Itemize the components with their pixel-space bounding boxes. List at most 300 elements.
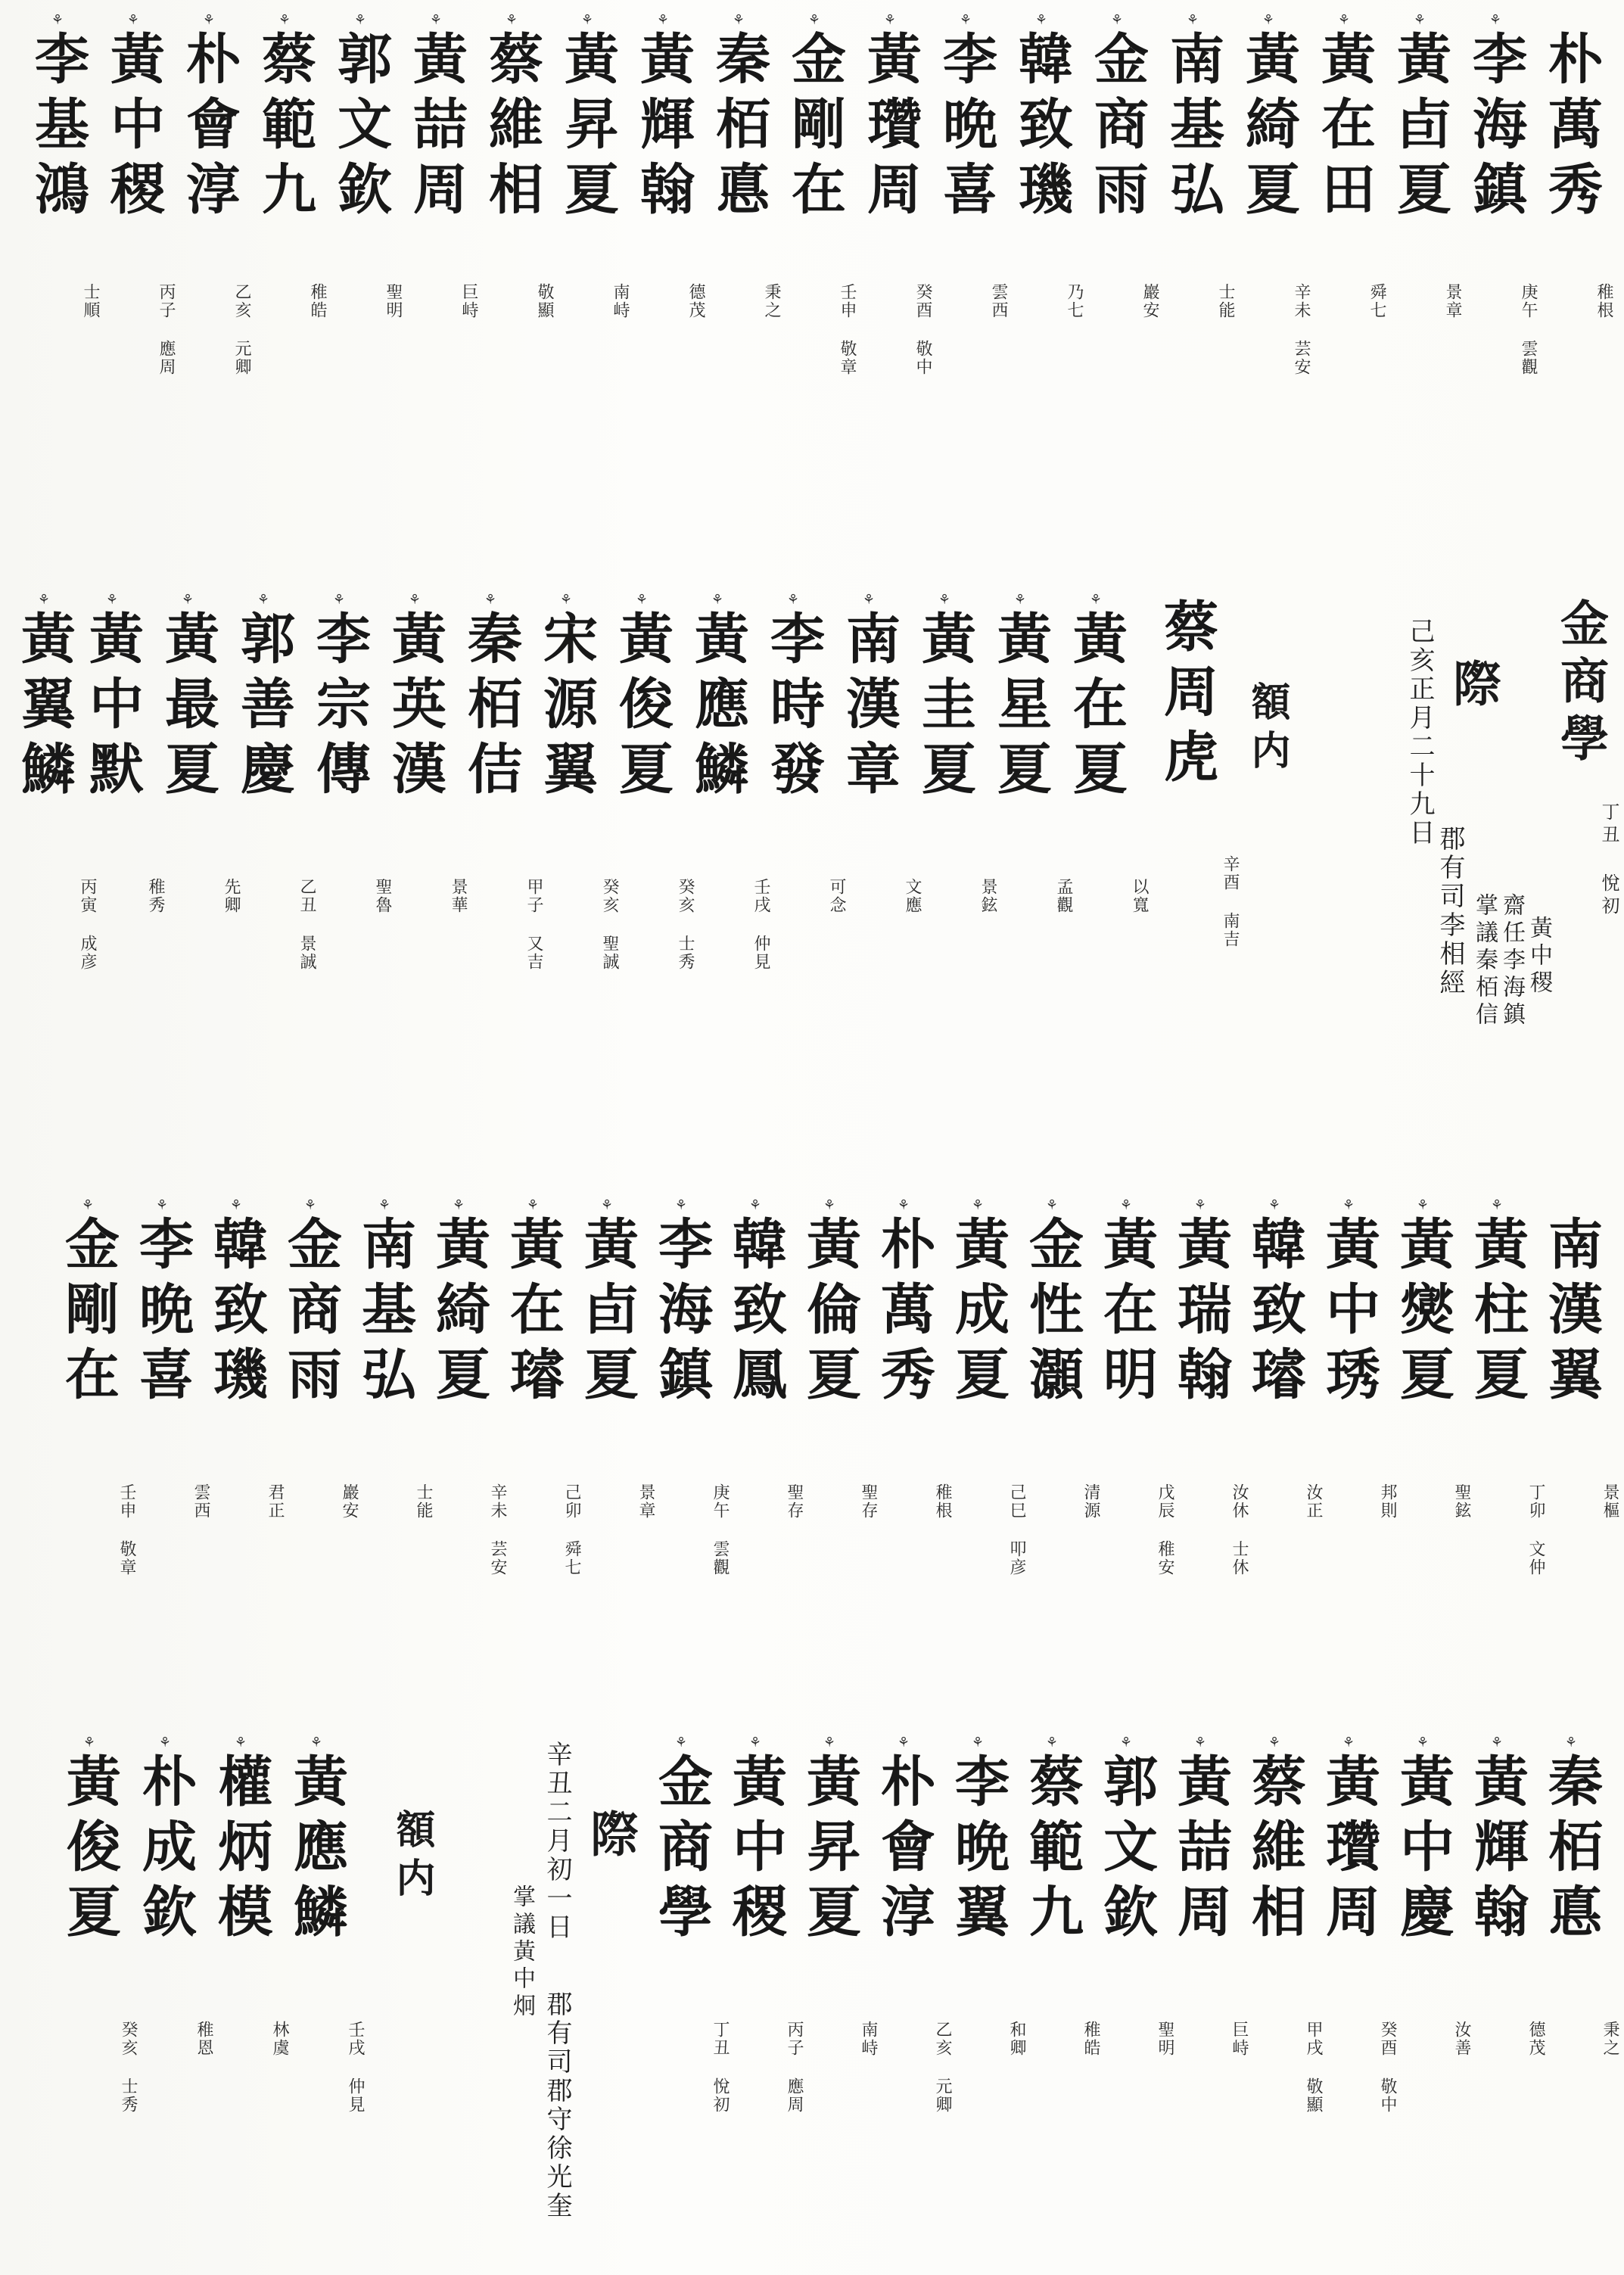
circle-mark-icon: ⚘ <box>711 592 724 608</box>
circle-mark-icon: ⚘ <box>303 1197 317 1213</box>
entry-note: 巖安 <box>340 1483 359 1520</box>
entry-note: 丙子 應周 <box>157 283 176 376</box>
list-item <box>1535 11 1607 226</box>
record-date: 己亥正月二十九日 <box>1405 618 1435 848</box>
record-date: 辛丑二月初一日 <box>542 1741 572 1942</box>
circle-mark-icon: ⚘ <box>1034 12 1048 28</box>
circle-mark-icon: ⚘ <box>505 12 518 28</box>
entry-note: 君正 <box>266 1483 285 1520</box>
entry-name: 朴萬秀 <box>1539 30 1604 226</box>
circle-mark-icon: ⚘ <box>748 1197 762 1213</box>
list-item <box>1090 1733 1162 1948</box>
entry-note: 清源 <box>1081 1483 1100 1520</box>
entry-name: 李晩喜 <box>130 1215 194 1411</box>
entry-note: 乃七 <box>1065 283 1084 319</box>
list-item <box>719 1196 792 1411</box>
list-item <box>757 590 829 805</box>
entry-note: 癸酉 敬中 <box>1378 2021 1397 2114</box>
list-item <box>605 590 678 805</box>
entry-name: 李海鎮 <box>649 1215 714 1411</box>
circle-mark-icon: ⚘ <box>1119 1735 1133 1751</box>
list-item <box>200 1196 272 1411</box>
entry-note: 丙子 應周 <box>785 2021 804 2114</box>
entry-note: 癸亥 士秀 <box>119 2021 138 2114</box>
entry-name: 李海鎮 <box>1464 30 1528 226</box>
list-item <box>1308 11 1380 226</box>
list-item <box>929 11 1002 226</box>
entry-name: 朴會淳 <box>872 1753 936 1948</box>
list-item <box>1238 1733 1311 1948</box>
circle-mark-icon: ⚘ <box>82 1735 96 1751</box>
record-line: 齋任李海鎮 <box>1498 893 1525 1029</box>
entry-note: 聖存 <box>785 1483 804 1520</box>
entry-name: 秦栢悳 <box>707 30 771 226</box>
entry-note: 戊辰 稚安 <box>1156 1483 1174 1576</box>
entry-note: 稚根 <box>1594 283 1613 319</box>
list-item <box>1232 11 1305 226</box>
entry-name: 蔡周虎 <box>1155 598 1219 793</box>
entry-name: 黃輝翰 <box>631 30 695 226</box>
circle-mark-icon: ⚘ <box>1489 12 1502 28</box>
entry-note: 稚恩 <box>194 2021 213 2057</box>
circle-mark-icon: ⚘ <box>126 12 140 28</box>
entry-note: 聖鉉 <box>1452 1483 1471 1520</box>
circle-mark-icon: ⚘ <box>823 1197 836 1213</box>
circle-mark-icon: ⚘ <box>897 1735 910 1751</box>
entry-note: 聖明 <box>384 283 403 319</box>
circle-mark-icon: ⚘ <box>732 12 745 28</box>
entry-note: 辛未 芸安 <box>488 1483 507 1576</box>
circle-mark-icon: ⚘ <box>202 12 216 28</box>
entry-name: 黃中琇 <box>1317 1215 1381 1411</box>
list-item <box>378 590 451 805</box>
entry-name: 秦栢悳 <box>1539 1753 1604 1948</box>
list-item <box>475 11 548 226</box>
entry-name: 朴萬秀 <box>872 1215 936 1411</box>
circle-mark-icon: ⚘ <box>1110 12 1124 28</box>
circle-mark-icon: ⚘ <box>1342 1735 1355 1751</box>
list-item <box>984 590 1056 805</box>
entry-name: 蔡維相 <box>480 30 544 226</box>
list-item <box>793 1733 866 1948</box>
circle-mark-icon: ⚘ <box>278 12 291 28</box>
entry-note: 和卿 <box>1007 2021 1026 2057</box>
list-item <box>571 1196 643 1411</box>
entry-note: 景鉉 <box>978 878 997 914</box>
entry-note: 丙寅 成彦 <box>78 878 97 971</box>
inner-section-title: 額内 <box>389 1809 435 1906</box>
list-item <box>867 1196 940 1411</box>
entry-note: 林虞 <box>270 2021 289 2057</box>
entry-name: 金商雨 <box>1085 30 1150 226</box>
entry-name: 蔡維相 <box>1243 1753 1307 1948</box>
entry-name: 南漢章 <box>837 610 901 805</box>
section-title: 金商學 <box>1552 598 1609 770</box>
entry-name: 黃星夏 <box>988 610 1053 805</box>
list-item <box>551 11 624 226</box>
circle-mark-icon: ⚘ <box>897 1197 910 1213</box>
circle-mark-icon: ⚘ <box>786 592 800 608</box>
entry-note: 文應 <box>903 878 922 914</box>
entry-name: 黃在璿 <box>501 1215 565 1411</box>
list-item <box>1081 11 1153 226</box>
list-item <box>422 1196 495 1411</box>
circle-mark-icon: ⚘ <box>1416 1735 1430 1751</box>
entry-name: 朴成欽 <box>133 1753 198 1948</box>
entry-note: 秉之 <box>762 283 781 319</box>
list-item <box>1059 590 1132 805</box>
entry-name: 朴會淳 <box>177 30 241 226</box>
circle-mark-icon: ⚘ <box>656 12 670 28</box>
entry-name: 韓致璿 <box>1243 1215 1307 1411</box>
entry-note: 士能 <box>414 1483 433 1520</box>
circle-mark-icon: ⚘ <box>37 592 51 608</box>
entry-note: 癸亥 士秀 <box>676 878 695 971</box>
entry-note: 聖魯 <box>373 878 392 914</box>
list-item <box>204 1733 277 1948</box>
inner-section-title: 額内 <box>1244 681 1290 778</box>
list-item <box>908 590 981 805</box>
list-item <box>496 1196 569 1411</box>
circle-mark-icon: ⚘ <box>234 1735 247 1751</box>
entry-note: 南峙 <box>859 2021 878 2057</box>
entry-name: 南漢翼 <box>1539 1215 1604 1411</box>
circle-mark-icon: ⚘ <box>971 1735 985 1751</box>
entry-name: 黃中默 <box>80 610 145 805</box>
list-item <box>1535 1196 1607 1411</box>
list-item <box>280 1733 353 1948</box>
list-item <box>1016 1733 1088 1948</box>
entry-name: 金剛在 <box>56 1215 120 1411</box>
entry-note: 癸酉 敬中 <box>913 283 932 376</box>
entry-name: 李晩翼 <box>946 1753 1010 1948</box>
section-label: 際 <box>1445 658 1501 716</box>
entry-name: 韓致鳳 <box>723 1215 788 1411</box>
list-item <box>1005 11 1078 226</box>
entry-name: 黃喆周 <box>1168 1753 1233 1948</box>
circle-mark-icon: ⚘ <box>674 1735 688 1751</box>
entry-name: 權炳模 <box>209 1753 273 1948</box>
list-item <box>51 1196 124 1411</box>
entry-note: 南峙 <box>611 283 630 319</box>
circle-mark-icon: ⚘ <box>823 1735 836 1751</box>
entry-name: 黃卣夏 <box>1388 30 1452 226</box>
record-line: 掌議秦栢信 <box>1471 893 1498 1029</box>
circle-mark-icon: ⚘ <box>938 592 951 608</box>
entry-name: 李基鴻 <box>26 30 90 226</box>
circle-mark-icon: ⚘ <box>1268 1735 1281 1751</box>
circle-mark-icon: ⚘ <box>807 12 821 28</box>
list-item <box>76 590 148 805</box>
list-item <box>1164 1196 1237 1411</box>
circle-mark-icon: ⚘ <box>408 592 422 608</box>
entry-name: 郭文欽 <box>328 30 393 226</box>
list-item <box>867 1733 940 1948</box>
circle-mark-icon: ⚘ <box>883 12 897 28</box>
entry-name: 韓致璣 <box>1010 30 1074 226</box>
entry-note: 以寬 <box>1130 878 1149 914</box>
entry-name: 黃瑞翰 <box>1168 1215 1233 1411</box>
entry-name: 金商學 <box>649 1753 714 1948</box>
circle-mark-icon: ⚘ <box>378 1197 391 1213</box>
circle-mark-icon: ⚘ <box>1045 1735 1059 1751</box>
entry-note: 汝正 <box>1304 1483 1323 1520</box>
circle-mark-icon: ⚘ <box>1416 1197 1430 1213</box>
list-item <box>303 590 375 805</box>
circle-mark-icon: ⚘ <box>1564 1735 1578 1751</box>
list-item <box>627 11 699 226</box>
circle-mark-icon: ⚘ <box>1342 1197 1355 1213</box>
list-item <box>1150 598 1223 793</box>
entry-note: 巨峙 <box>1230 2021 1249 2057</box>
circle-mark-icon: ⚘ <box>332 592 346 608</box>
circle-mark-icon: ⚘ <box>1089 592 1103 608</box>
list-item <box>832 590 905 805</box>
entry-note: 景華 <box>449 878 468 914</box>
entry-name: 蔡範九 <box>253 30 317 226</box>
circle-mark-icon: ⚘ <box>484 592 497 608</box>
list-item <box>778 11 851 226</box>
entry-note: 景章 <box>1443 283 1462 319</box>
section-label: 際 <box>582 1809 639 1866</box>
entry-note: 邦則 <box>1378 1483 1397 1520</box>
entry-name: 黃在夏 <box>1064 610 1128 805</box>
record-line: 掌議黃中炯 <box>509 1884 535 2021</box>
entry-note: 壬申 敬章 <box>838 283 857 376</box>
list-item <box>400 11 472 226</box>
circle-mark-icon: ⚘ <box>1413 12 1426 28</box>
circle-mark-icon: ⚘ <box>959 12 972 28</box>
entry-note: 庚午 雲觀 <box>1519 283 1538 376</box>
list-item <box>348 1196 421 1411</box>
list-item <box>1461 1196 1533 1411</box>
entry-name: 秦栢佶 <box>459 610 523 805</box>
circle-mark-icon: ⚘ <box>580 12 594 28</box>
entry-note: 敬顯 <box>535 283 554 319</box>
entry-note: 庚午 雲觀 <box>711 1483 730 1576</box>
list-item <box>941 1196 1014 1411</box>
entry-name: 黃爕夏 <box>1391 1215 1455 1411</box>
entry-name: 李宗傳 <box>307 610 372 805</box>
entry-name: 李晩喜 <box>934 30 998 226</box>
entry-name: 金剛在 <box>782 30 847 226</box>
entry-name: 黃成夏 <box>946 1215 1010 1411</box>
entry-note: 壬申 敬章 <box>117 1483 136 1576</box>
entry-note: 汝休 士休 <box>1230 1483 1249 1576</box>
circle-mark-icon: ⚘ <box>559 592 573 608</box>
list-item <box>8 590 80 805</box>
entry-name: 宋源翼 <box>534 610 599 805</box>
entry-note: 乙丑 景誠 <box>297 878 316 971</box>
circle-mark-icon: ⚘ <box>971 1197 985 1213</box>
list-item <box>1461 1733 1533 1948</box>
list-item <box>719 1733 792 1948</box>
list-item <box>97 11 170 226</box>
entry-note: 甲戌 敬顯 <box>1304 2021 1323 2114</box>
list-item <box>227 590 300 805</box>
entry-name: 黃輝翰 <box>1465 1753 1529 1948</box>
entry-note: 巖安 <box>1140 283 1159 319</box>
record-line: 黃中稷 <box>1526 916 1552 997</box>
entry-name: 黃在田 <box>1312 30 1377 226</box>
circle-mark-icon: ⚘ <box>1045 1197 1059 1213</box>
list-item <box>1016 1196 1088 1411</box>
entry-name: 黃喆周 <box>404 30 468 226</box>
circle-mark-icon: ⚘ <box>674 1197 688 1213</box>
entry-name: 黃在明 <box>1094 1215 1159 1411</box>
list-item <box>645 1196 717 1411</box>
entry-note: 舜七 <box>1367 283 1386 319</box>
circle-mark-icon: ⚘ <box>1119 1197 1133 1213</box>
entry-name: 南基弘 <box>353 1215 417 1411</box>
circle-mark-icon: ⚘ <box>229 1197 243 1213</box>
list-item <box>248 11 321 226</box>
circle-mark-icon: ⚘ <box>1268 1197 1281 1213</box>
circle-mark-icon: ⚘ <box>452 1197 465 1213</box>
entry-name: 黃中稷 <box>101 30 166 226</box>
entry-name: 黃綺夏 <box>1237 30 1301 226</box>
circle-mark-icon: ⚘ <box>105 592 119 608</box>
entry-name: 黃倫夏 <box>798 1215 862 1411</box>
entry-note: 景章 <box>636 1483 655 1520</box>
circle-mark-icon: ⚘ <box>257 592 270 608</box>
list-item <box>324 11 397 226</box>
circle-mark-icon: ⚘ <box>635 592 649 608</box>
entry-name: 黃綺夏 <box>427 1215 491 1411</box>
entry-name: 黃最夏 <box>156 610 220 805</box>
record-official: 郡有司郡守徐光奎 <box>542 1990 572 2221</box>
entry-note: 丁卯 文仲 <box>1526 1483 1545 1576</box>
list-item <box>1090 1196 1162 1411</box>
entry-name: 黃中稷 <box>723 1753 788 1948</box>
entry-note: 秉之 <box>1601 2021 1619 2057</box>
circle-mark-icon: ⚘ <box>353 12 367 28</box>
entry-note: 士能 <box>1216 283 1235 319</box>
entry-name: 黃卣夏 <box>575 1215 639 1411</box>
entry-name: 蔡範九 <box>1020 1753 1084 1948</box>
entry-note: 聖存 <box>859 1483 878 1520</box>
entry-note: 己巳 叩彦 <box>1007 1483 1026 1576</box>
circle-mark-icon: ⚘ <box>181 592 194 608</box>
entry-note: 己卯 舜七 <box>562 1483 581 1576</box>
entry-note: 聖明 <box>1156 2021 1174 2057</box>
list-item <box>274 1196 347 1411</box>
entry-note: 雲西 <box>191 1483 210 1520</box>
list-item <box>1238 1196 1311 1411</box>
entry-note: 辛未 芸安 <box>1292 283 1311 376</box>
entry-name: 黃應鱗 <box>285 1753 349 1948</box>
entry-note: 德茂 <box>686 283 705 319</box>
circle-mark-icon: ⚘ <box>310 1735 323 1751</box>
entry-name: 韓致璣 <box>204 1215 269 1411</box>
entry-note: 乙亥 元卿 <box>232 283 251 376</box>
list-item <box>53 1733 126 1948</box>
entry-note: 德茂 <box>1526 2021 1545 2057</box>
entry-name: 黃昇夏 <box>555 30 620 226</box>
entry-note: 稚皓 <box>308 283 327 319</box>
circle-mark-icon: ⚘ <box>1193 1735 1207 1751</box>
entry-name: 黃昇夏 <box>798 1753 862 1948</box>
entry-name: 郭善慶 <box>232 610 296 805</box>
list-item <box>1535 1733 1607 1948</box>
circle-mark-icon: ⚘ <box>1262 12 1275 28</box>
entry-name: 黃應鱗 <box>686 610 750 805</box>
circle-mark-icon: ⚘ <box>748 1735 762 1751</box>
entry-name: 金性灝 <box>1020 1215 1084 1411</box>
list-item <box>530 590 602 805</box>
list-item <box>129 1733 201 1948</box>
entry-note: 孟觀 <box>1054 878 1073 914</box>
list-item <box>854 11 926 226</box>
entry-note: 稚皓 <box>1081 2021 1100 2057</box>
entry-note: 汝善 <box>1452 2021 1471 2057</box>
circle-mark-icon: ⚘ <box>158 1735 172 1751</box>
list-item <box>793 1196 866 1411</box>
entry-name: 黃柱夏 <box>1465 1215 1529 1411</box>
entry-name: 黃瓚周 <box>858 30 922 226</box>
entry-name: 黃俊夏 <box>610 610 674 805</box>
circle-mark-icon: ⚘ <box>1337 12 1351 28</box>
record-official: 郡有司李相經 <box>1435 825 1465 997</box>
entry-note: 辛酉 南吉 <box>1221 855 1240 948</box>
section-title-note: 丁丑 悅初 <box>1598 802 1619 919</box>
entry-note: 先卿 <box>222 878 241 914</box>
list-item <box>1383 11 1456 226</box>
entry-note: 稚根 <box>933 1483 952 1520</box>
list-item <box>151 590 224 805</box>
entry-name: 金商雨 <box>278 1215 343 1411</box>
entry-name: 黃翼鱗 <box>12 610 76 805</box>
list-item <box>1386 1733 1459 1948</box>
list-item <box>1312 1196 1385 1411</box>
list-item <box>1312 1733 1385 1948</box>
circle-mark-icon: ⚘ <box>1490 1197 1504 1213</box>
entry-name: 黃中慶 <box>1391 1753 1455 1948</box>
entry-note: 士順 <box>81 283 100 319</box>
entry-note: 壬戌 仲見 <box>751 878 770 971</box>
entry-note: 乙亥 元卿 <box>933 2021 952 2114</box>
entry-note: 壬戌 仲見 <box>346 2021 365 2114</box>
circle-mark-icon: ⚘ <box>155 1197 169 1213</box>
circle-mark-icon: ⚘ <box>1193 1197 1207 1213</box>
circle-mark-icon: ⚘ <box>600 1197 614 1213</box>
list-item <box>1156 11 1229 226</box>
entry-name: 郭文欽 <box>1094 1753 1159 1948</box>
entry-note: 丁丑 悅初 <box>711 2021 730 2114</box>
circle-mark-icon: ⚘ <box>51 12 64 28</box>
list-item <box>645 1733 717 1948</box>
entry-note: 雲西 <box>989 283 1008 319</box>
entry-note: 可念 <box>827 878 846 914</box>
list-item <box>1164 1733 1237 1948</box>
circle-mark-icon: ⚘ <box>1186 12 1199 28</box>
entry-name: 黃俊夏 <box>58 1753 122 1948</box>
entry-name: 黃英漢 <box>383 610 447 805</box>
entry-note: 癸亥 聖誠 <box>600 878 619 971</box>
circle-mark-icon: ⚘ <box>862 592 876 608</box>
entry-note: 景樞 <box>1601 1483 1619 1520</box>
circle-mark-icon: ⚘ <box>1013 592 1027 608</box>
list-item <box>173 11 245 226</box>
list-item <box>702 11 775 226</box>
list-item <box>941 1733 1014 1948</box>
entry-name: 李時發 <box>761 610 826 805</box>
list-item <box>21 11 94 226</box>
circle-mark-icon: ⚘ <box>81 1197 95 1213</box>
entry-note: 甲子 又吉 <box>524 878 543 971</box>
entry-name: 黃瓚周 <box>1317 1753 1381 1948</box>
entry-note: 稚秀 <box>146 878 165 914</box>
